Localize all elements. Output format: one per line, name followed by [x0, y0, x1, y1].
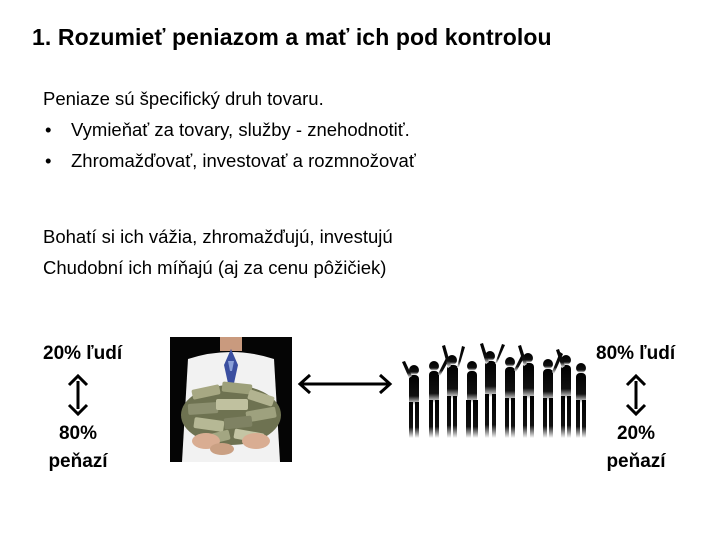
right-money-pct: 20%: [616, 423, 656, 444]
left-people-label: 20% ľudí: [43, 343, 123, 364]
slide-title: 1. Rozumieť peniazom a mať ich pod kontrolou: [32, 24, 552, 50]
bullet-item-2: [43, 145, 416, 176]
left-money-pct: 80%: [58, 423, 98, 444]
rich-attitude-text: Bohatí si ich vážia, zhromažďujú, investujú: [43, 226, 393, 247]
horizontal-double-arrow-icon: [296, 372, 394, 401]
left-money-label: [38, 420, 118, 476]
bullet-text: Zhromažďovať, investovať a rozmnožovať: [71, 150, 416, 171]
poor-attitude-text: Chudobní ich míňajú (aj za cenu pôžičiek): [43, 257, 387, 278]
right-money-label: [596, 420, 676, 476]
bullet-marker: •: [45, 150, 52, 171]
bullet-marker: •: [45, 119, 52, 140]
bullet-item-1: [43, 114, 416, 145]
right-money-word: peňazí: [606, 451, 666, 472]
left-vertical-arrow-icon: [66, 373, 90, 422]
left-money-word: peňazí: [48, 451, 108, 472]
right-vertical-arrow-icon: [624, 373, 648, 422]
intro-text: Peniaze sú špecifický druh tovaru.: [43, 88, 324, 109]
rich-photo: [170, 337, 292, 462]
crowd-silhouette-image: [402, 340, 588, 440]
intro-block: [43, 83, 416, 176]
right-people-label: 80% ľudí: [596, 343, 676, 364]
attitudes-block: [43, 221, 393, 283]
bullet-text: Vymieňať za tovary, služby - znehodnotiť.: [71, 119, 410, 140]
